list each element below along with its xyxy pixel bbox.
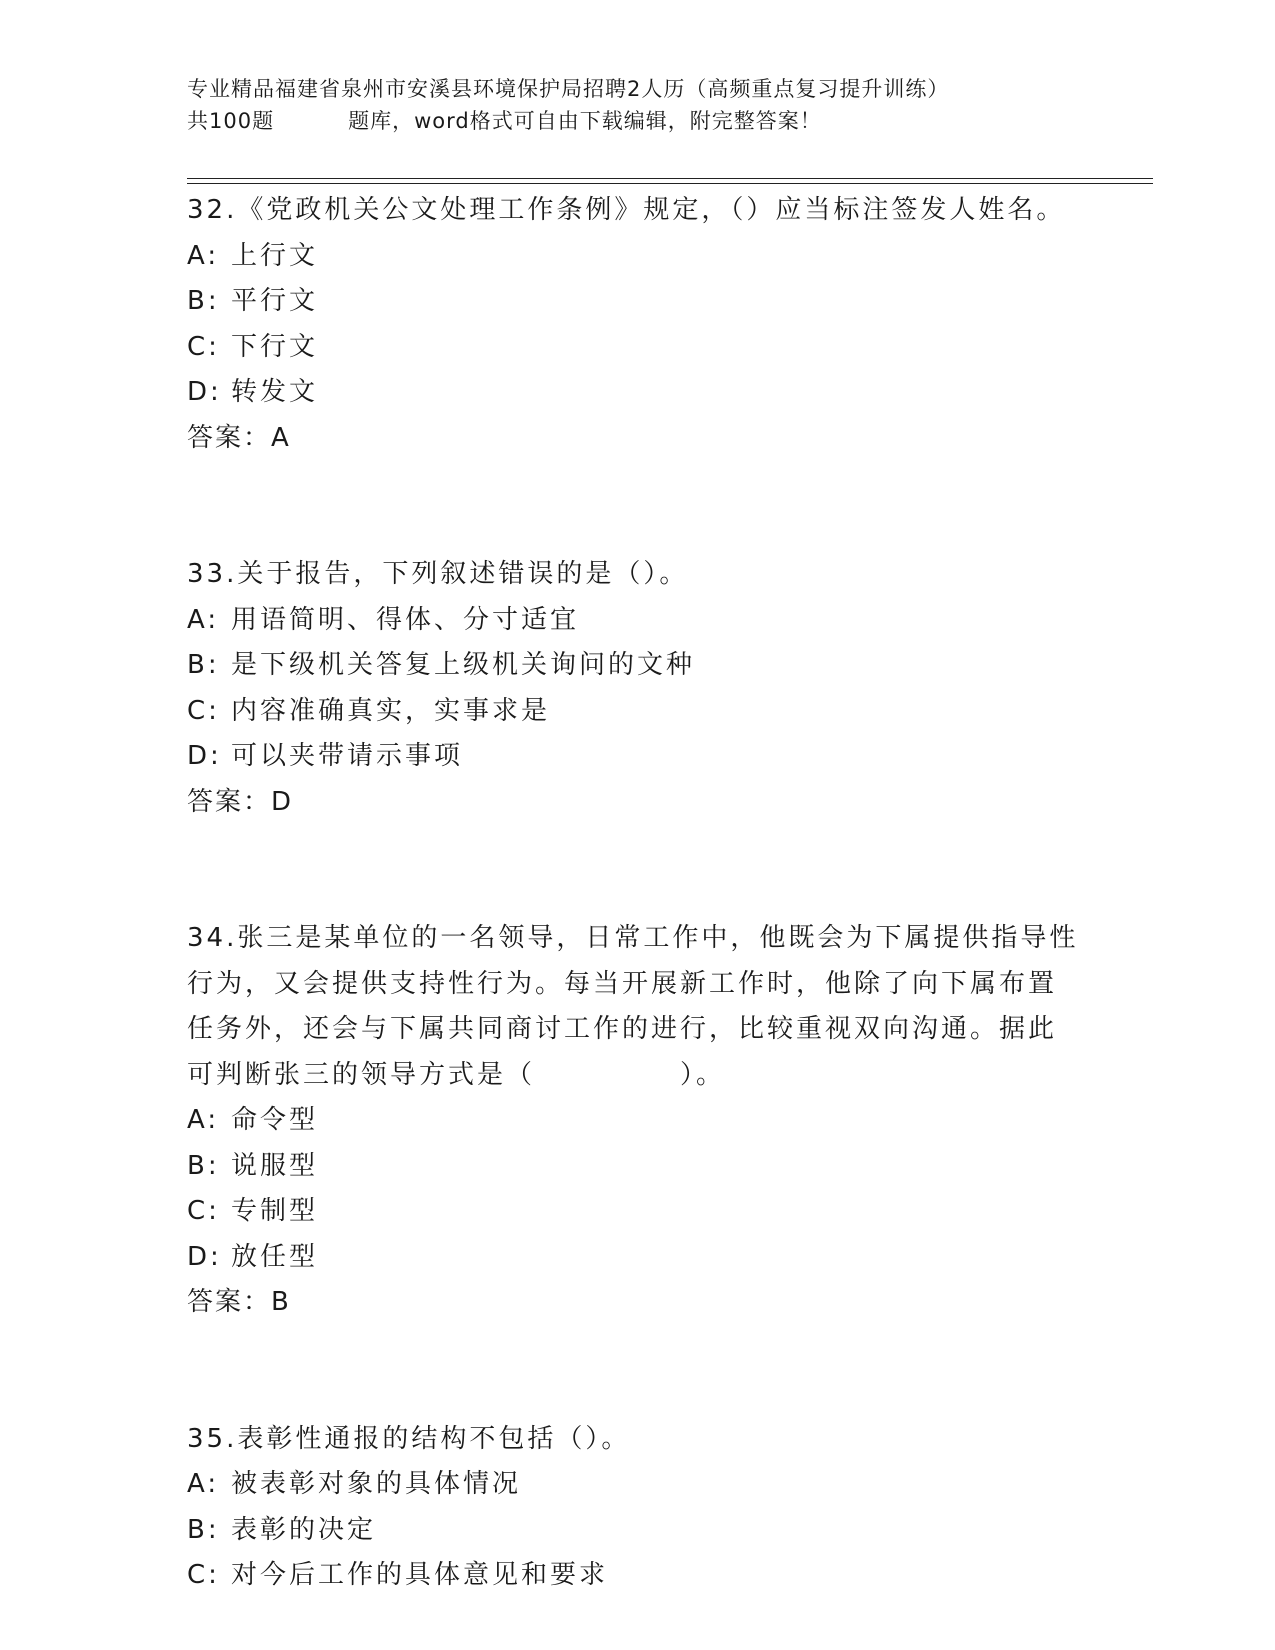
question-option: [187, 643, 1107, 689]
question-answer: 答案：D: [187, 786, 294, 817]
option-letter: A:: [187, 1469, 220, 1499]
header-gap: [274, 105, 348, 137]
option-text: 命令型: [231, 1105, 319, 1135]
option-text: 专制型: [231, 1196, 319, 1226]
option-text: 放任型: [231, 1241, 319, 1272]
option-letter: B:: [187, 286, 220, 316]
option-text: 是下级机关答复上级机关询问的文种: [231, 650, 696, 680]
option-letter: D:: [187, 741, 222, 771]
question-stem-line: 33.关于报告，下列叙述错误的是（）。: [187, 559, 689, 589]
option-letter: D:: [187, 377, 222, 407]
question-stem-line: 行为，又会提供支持性行为。每当开展新工作时，他除了向下属布置: [187, 968, 1058, 999]
question-stem-line: 32.《党政机关公文处理工作条例》规定，（）应当标注签发人姓名。: [187, 195, 1066, 225]
question-answer: 答案：B: [187, 1287, 291, 1317]
option-letter: C:: [187, 1196, 220, 1226]
question-option: [187, 1189, 1107, 1235]
question-option: [187, 689, 1107, 735]
question-item: [187, 188, 1107, 461]
question-option: [187, 1235, 1107, 1281]
question-stem-line: 34.张三是某单位的一名领导，日常工作中，他既会为下属提供指导性: [187, 923, 1079, 953]
option-letter: C:: [187, 331, 220, 362]
question-spacer: [187, 825, 1107, 916]
option-text: 被表彰对象的具体情况: [231, 1469, 522, 1499]
option-letter: A:: [187, 1105, 220, 1135]
header-divider-bottom: [187, 183, 1153, 184]
question-spacer: [187, 461, 1107, 552]
option-letter: C:: [187, 695, 220, 726]
question-stem: [187, 188, 1107, 234]
header-title-line: 专业精品福建省泉州市安溪县环境保护局招聘2人历（高频重点复习提升训练）: [187, 77, 950, 101]
header-question-count: 共100题: [187, 109, 275, 133]
question-option: [187, 1553, 1107, 1599]
question-stem: [187, 916, 1107, 1098]
question-option: [187, 279, 1107, 325]
option-text: 说服型: [231, 1150, 319, 1181]
question-option: [187, 234, 1107, 280]
question-list: [187, 188, 1107, 1599]
question-option: [187, 598, 1107, 644]
option-text: 用语简明、得体、分寸适宜: [231, 604, 580, 635]
question-option: [187, 325, 1107, 371]
option-text: 上行文: [231, 240, 319, 271]
question-stem: [187, 1417, 1107, 1463]
option-text: 平行文: [231, 286, 319, 316]
question-option: [187, 370, 1107, 416]
option-letter: B:: [187, 1150, 220, 1181]
question-option: [187, 1144, 1107, 1190]
option-letter: B:: [187, 650, 220, 680]
document-header: [187, 73, 1087, 137]
option-letter: C:: [187, 1560, 220, 1590]
question-stem-line: 任务外，还会与下属共同商讨工作的进行，比较重视双向沟通。据此: [187, 1014, 1058, 1044]
header-description: 题库，word格式可自由下载编辑，附完整答案！: [348, 109, 822, 133]
option-letter: B:: [187, 1514, 220, 1545]
question-spacer: [187, 1326, 1107, 1417]
question-option: [187, 734, 1107, 780]
option-letter: A:: [187, 604, 220, 635]
option-letter: D:: [187, 1241, 222, 1272]
option-text: 对今后工作的具体意见和要求: [231, 1560, 609, 1590]
header-divider-top: [187, 178, 1153, 179]
option-letter: A:: [187, 240, 220, 271]
question-item: [187, 916, 1107, 1326]
option-text: 表彰的决定: [231, 1514, 377, 1545]
question-option: [187, 1098, 1107, 1144]
option-text: 转发文: [231, 377, 319, 407]
question-option: [187, 1462, 1107, 1508]
option-text: 下行文: [231, 331, 319, 362]
question-item: [187, 552, 1107, 825]
question-option: [187, 1508, 1107, 1554]
header-subtitle-line: [187, 105, 1087, 137]
question-item: [187, 1417, 1107, 1599]
option-text: 可以夹带请示事项: [231, 741, 464, 771]
option-text: 内容准确真实，实事求是: [231, 695, 551, 726]
question-stem-line: 可判断张三的领导方式是（ ）。: [187, 1059, 726, 1090]
question-stem: [187, 552, 1107, 598]
question-answer: 答案：A: [187, 422, 291, 453]
question-stem-line: 35.表彰性通报的结构不包括（）。: [187, 1423, 631, 1454]
